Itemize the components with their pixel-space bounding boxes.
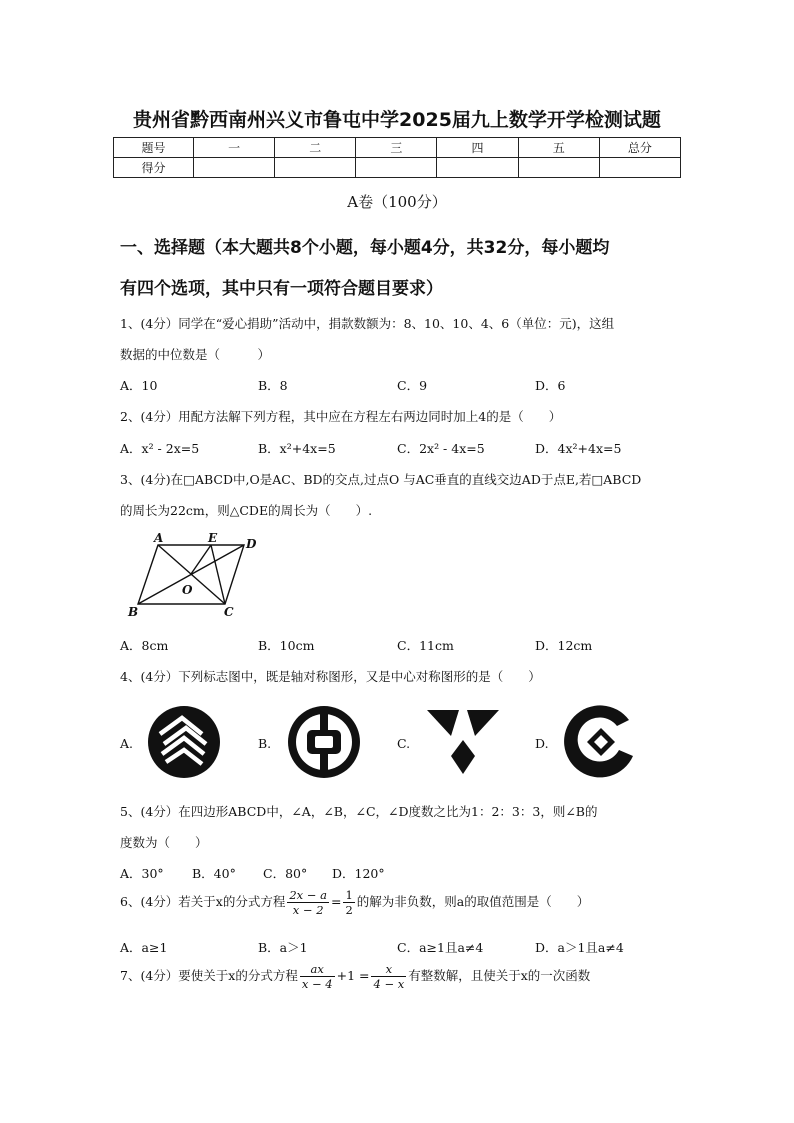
score-header-cell: 题号 <box>114 138 194 158</box>
q2-text-line1: 2、(4分）用配方法解下列方程，其中应在方程左右两边同时加上4的是（ ） <box>120 409 562 424</box>
score-header-cell: 五 <box>518 138 599 158</box>
label-c: C <box>224 605 234 619</box>
q4-text-line1: 4、(4分）下列标志图中，既是轴对称图形，又是中心对称图形的是（ ） <box>120 669 541 684</box>
score-cell[interactable] <box>275 158 356 178</box>
construction-bank-logo-icon[interactable] <box>563 704 639 780</box>
q7-fraction-left <box>300 962 335 991</box>
triangle-logo-icon[interactable] <box>425 704 501 780</box>
q6-frac2-numerator: 1 <box>345 888 353 902</box>
score-header-cell: 总分 <box>599 138 680 158</box>
score-cell[interactable] <box>518 158 599 178</box>
q4-label-a[interactable]: A. <box>120 736 134 751</box>
q5-text-line1: 5、(4分）在四边形ABCD中，∠A，∠B，∠C，∠D度数之比为1：2：3：3，则∠B的 <box>120 804 598 819</box>
q6-fraction-left <box>287 888 329 917</box>
q7-suffix: 有整数解，且使关于x的一次函数 <box>408 968 591 983</box>
q7-middle: +1 = <box>336 968 370 983</box>
q3-options <box>120 636 680 656</box>
q7-prefix: 7、(4分）要使关于x的分式方程 <box>120 968 298 983</box>
section-a-title: A卷（100分） <box>347 193 447 211</box>
section1-heading-line1: 一、选择题（本大题共8个小题，每小题4分，共32分，每小题均 <box>120 238 610 258</box>
score-table-score-row <box>114 158 681 178</box>
q6-prefix: 6、(4分）若关于x的分式方程 <box>120 894 286 909</box>
china-mobile-logo-icon[interactable] <box>146 704 222 780</box>
q5-option-c[interactable]: C．80° <box>263 866 308 881</box>
q6-frac1-numerator: 2x − a <box>289 888 327 902</box>
q7-fraction-right <box>371 962 406 991</box>
q3-text-line1: 3、(4分)在□ABCD中,O是AC、BD的交点,过点O 与AC垂直的直线交边AD于点E,若□ABCD <box>120 472 642 487</box>
q7-frac1-denominator: x − 4 <box>301 977 333 991</box>
q1-option-b[interactable]: B．8 <box>258 378 288 393</box>
label-o: O <box>182 583 193 597</box>
q4-label-d[interactable]: D. <box>535 736 549 751</box>
q6-option-a[interactable]: A．a≥1 <box>120 940 168 955</box>
score-header-cell: 二 <box>275 138 356 158</box>
q3-option-c[interactable]: C．11cm <box>397 638 454 653</box>
q5-option-b[interactable]: B．40° <box>192 866 236 881</box>
q2-option-a[interactable]: A．x² - 2x=5 <box>120 441 200 456</box>
q2-option-c[interactable]: C．2x² - 4x=5 <box>397 441 485 456</box>
page-title: 贵州省黔西南州兴义市鲁屯中学2025届九上数学开学检测试题 <box>133 109 661 131</box>
score-table-header-row <box>114 138 681 158</box>
q1-option-c[interactable]: C．9 <box>397 378 428 393</box>
q2-options <box>120 439 680 459</box>
score-cell[interactable] <box>437 158 518 178</box>
q2-option-d[interactable]: D．4x²+4x=5 <box>535 441 622 456</box>
score-cell[interactable] <box>194 158 275 178</box>
q3-option-b[interactable]: B．10cm <box>258 638 315 653</box>
score-row-label: 得分 <box>114 158 194 178</box>
q7-frac2-denominator: 4 − x <box>373 977 405 991</box>
q5-option-a[interactable]: A．30° <box>120 866 164 881</box>
score-header-cell: 一 <box>194 138 275 158</box>
q3-option-d[interactable]: D．12cm <box>535 638 593 653</box>
score-cell[interactable] <box>356 158 437 178</box>
q7-frac1-numerator: ax <box>300 962 335 977</box>
q6-fraction-right <box>343 888 354 917</box>
q5-option-d[interactable]: D．120° <box>332 866 385 881</box>
q4-label-b[interactable]: B. <box>258 736 272 751</box>
q4-label-c[interactable]: C. <box>397 736 411 751</box>
q6-option-c[interactable]: C．a≥1且a≠4 <box>397 940 484 955</box>
score-table <box>113 137 681 178</box>
q6-suffix: 的解为非负数，则a的取值范围是（ ） <box>356 894 590 909</box>
q1-option-d[interactable]: D．6 <box>535 378 566 393</box>
q6-options <box>120 938 680 958</box>
q6-text-line1 <box>120 888 589 917</box>
q6-option-d[interactable]: D．a＞1且a≠4 <box>535 940 624 955</box>
segment-ec <box>211 545 225 604</box>
q7-text-line1 <box>120 962 590 991</box>
bank-of-china-logo-icon[interactable] <box>286 704 362 780</box>
score-header-cell: 四 <box>437 138 518 158</box>
label-e: E <box>208 531 218 545</box>
q3-option-a[interactable]: A．8cm <box>120 638 169 653</box>
parallelogram-figure <box>118 530 268 620</box>
q4-logo-row <box>120 704 680 784</box>
q5-options <box>120 864 680 884</box>
q7-frac2-numerator: x <box>371 962 406 977</box>
q2-option-b[interactable]: B．x²+4x=5 <box>258 441 336 456</box>
q6-frac1-denominator: x − 2 <box>292 903 324 917</box>
label-a: A <box>154 531 164 545</box>
q5-text-line2: 度数为（ ） <box>120 835 208 850</box>
label-b: B <box>128 605 139 619</box>
label-d: D <box>246 537 257 551</box>
q1-text-line1: 1、(4分）同学在“爱心捐助”活动中，捐款数额为：8、10、10、4、6（单位：元)，这组 <box>120 316 615 331</box>
q6-equals: = <box>330 894 342 909</box>
score-header-cell: 三 <box>356 138 437 158</box>
q6-option-b[interactable]: B．a＞1 <box>258 940 308 955</box>
score-cell[interactable] <box>599 158 680 178</box>
section1-heading-line2: 有四个选项，其中只有一项符合题目要求） <box>120 279 443 299</box>
q6-frac2-denominator: 2 <box>345 903 353 917</box>
q3-text-line2: 的周长为22cm，则△CDE的周长为（ ）. <box>120 503 373 518</box>
q1-text-line2: 数据的中位数是（ ） <box>120 347 271 362</box>
q1-option-a[interactable]: A．10 <box>120 378 158 393</box>
q1-options <box>120 376 680 396</box>
